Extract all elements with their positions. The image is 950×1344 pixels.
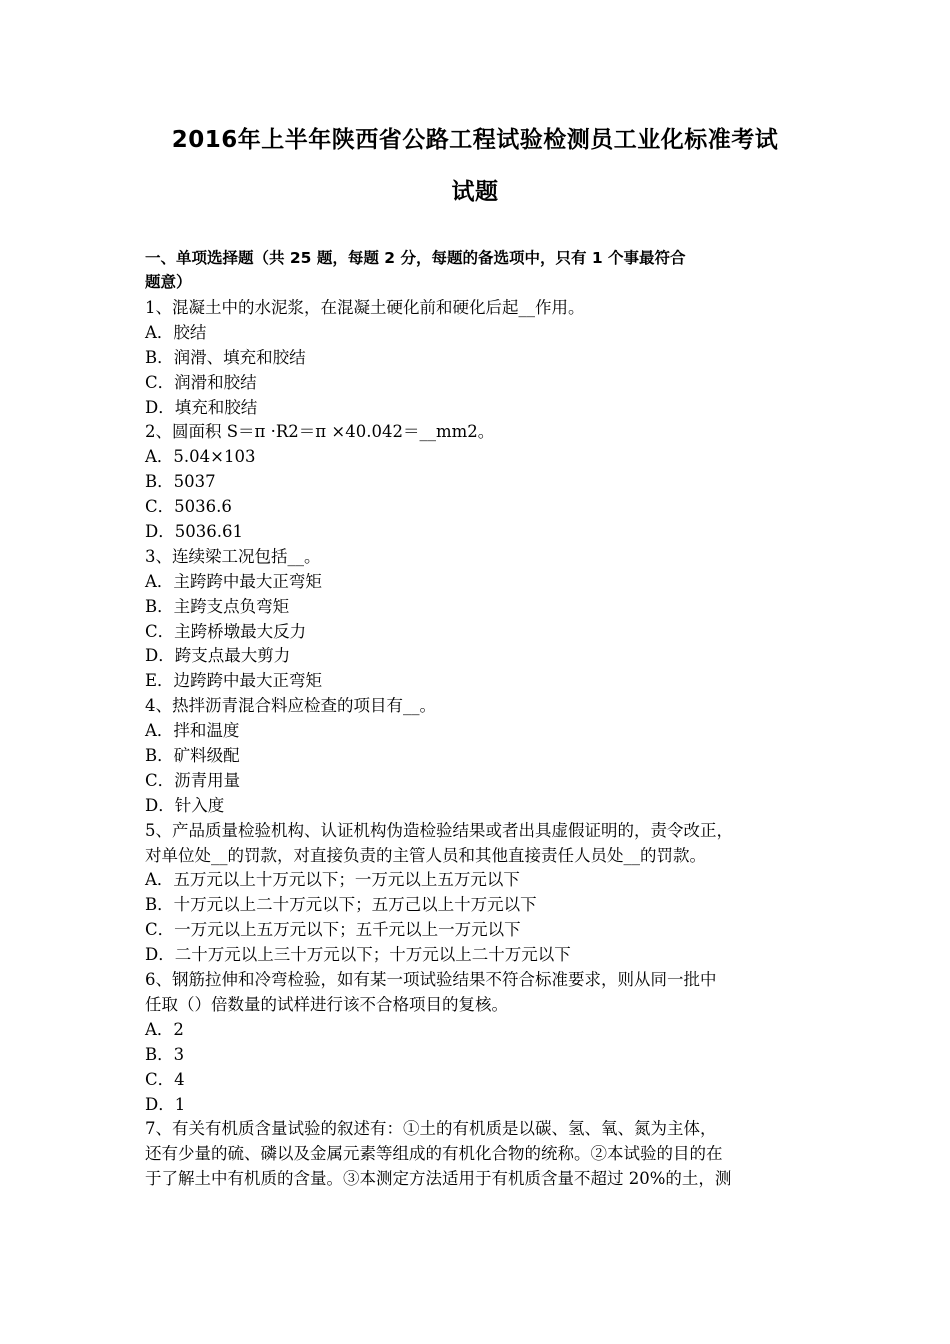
answer-option: A．主跨跨中最大正弯矩	[145, 571, 322, 591]
answer-option: D．针入度	[145, 795, 225, 815]
answer-option: A．2	[145, 1019, 184, 1039]
question-text: 于了解土中有机质的含量。③本测定方法适用于有机质含量不超过 20%的土，测	[145, 1169, 732, 1189]
answer-option: D．二十万元以上三十万元以下；十万元以上二十万元以下	[145, 945, 571, 965]
answer-option: C．主跨桥墩最大反力	[145, 621, 307, 641]
question-text: 1、混凝土中的水泥浆，在混凝土硬化前和硬化后起__作用。	[145, 298, 585, 317]
answer-option: D．1	[145, 1094, 186, 1114]
answer-option: C．润滑和胶结	[145, 372, 257, 392]
question-text: 5、产品质量检验机构、认证机构伪造检验结果或者出具虚假证明的，责令改正，	[145, 820, 733, 840]
answer-option: E．边跨跨中最大正弯矩	[145, 671, 323, 691]
answer-option: A．五万元以上十万元以下；一万元以上五万元以下	[145, 870, 520, 890]
answer-option: C．沥青用量	[145, 770, 241, 790]
answer-option: A．5.04×103	[145, 447, 256, 467]
question-text: 任取（）倍数量的试样进行该不合格项目的复核。	[145, 994, 508, 1014]
question-text: 7、有关有机质含量试验的叙述有：①土的有机质是以碳、氢、氧、氮为主体，	[145, 1119, 717, 1139]
answer-option: D．填充和胶结	[145, 397, 258, 417]
question-text: 2、圆面积 S＝π ·R2＝π ×40.042＝__mm2。	[145, 422, 495, 442]
answer-option: B．主跨支点负弯矩	[145, 596, 290, 616]
section-heading-line-2: 题意）	[145, 273, 192, 291]
answer-option: D．5036.61	[145, 522, 243, 542]
answer-option: B．5037	[145, 472, 216, 492]
section-heading	[145, 246, 810, 294]
answer-option: B．十万元以上二十万元以下；五万己以上十万元以下	[145, 895, 537, 915]
answer-option: D．跨支点最大剪力	[145, 646, 291, 666]
answer-option: B．润滑、填充和胶结	[145, 347, 306, 367]
document-title-line-1: 2016年上半年陕西省公路工程试验检测员工业化标准考试	[171, 127, 779, 153]
answer-option: A．拌和温度	[145, 721, 240, 741]
answer-option: B．3	[145, 1044, 185, 1064]
answer-option: C．一万元以上五万元以下；五千元以上一万元以下	[145, 920, 521, 940]
question-text: 对单位处__的罚款，对直接负责的主管人员和其他直接责任人员处__的罚款。	[145, 845, 706, 865]
question-text: 3、连续梁工况包括__。	[145, 546, 321, 566]
question-text: 6、钢筋拉伸和冷弯检验，如有某一项试验结果不符合标准要求，则从同一批中	[145, 970, 717, 990]
question-text: 4、热拌沥青混合料应检查的项目有__。	[145, 696, 436, 716]
answer-option: B．矿料级配	[145, 746, 240, 766]
question-text: 还有少量的硫、磷以及金属元素等组成的有机化合物的统称。②本试验的目的在	[145, 1144, 723, 1164]
answer-option: A．胶结	[145, 322, 207, 342]
document-title-line-2: 试题	[451, 179, 499, 205]
section-heading-line-1: 一、单项选择题（共 25 题，每题 2 分，每题的备选项中，只有 1 个事最符合	[145, 249, 686, 267]
answer-option: C．4	[145, 1069, 185, 1089]
question-list	[145, 296, 815, 1192]
answer-option: C．5036.6	[145, 497, 232, 517]
